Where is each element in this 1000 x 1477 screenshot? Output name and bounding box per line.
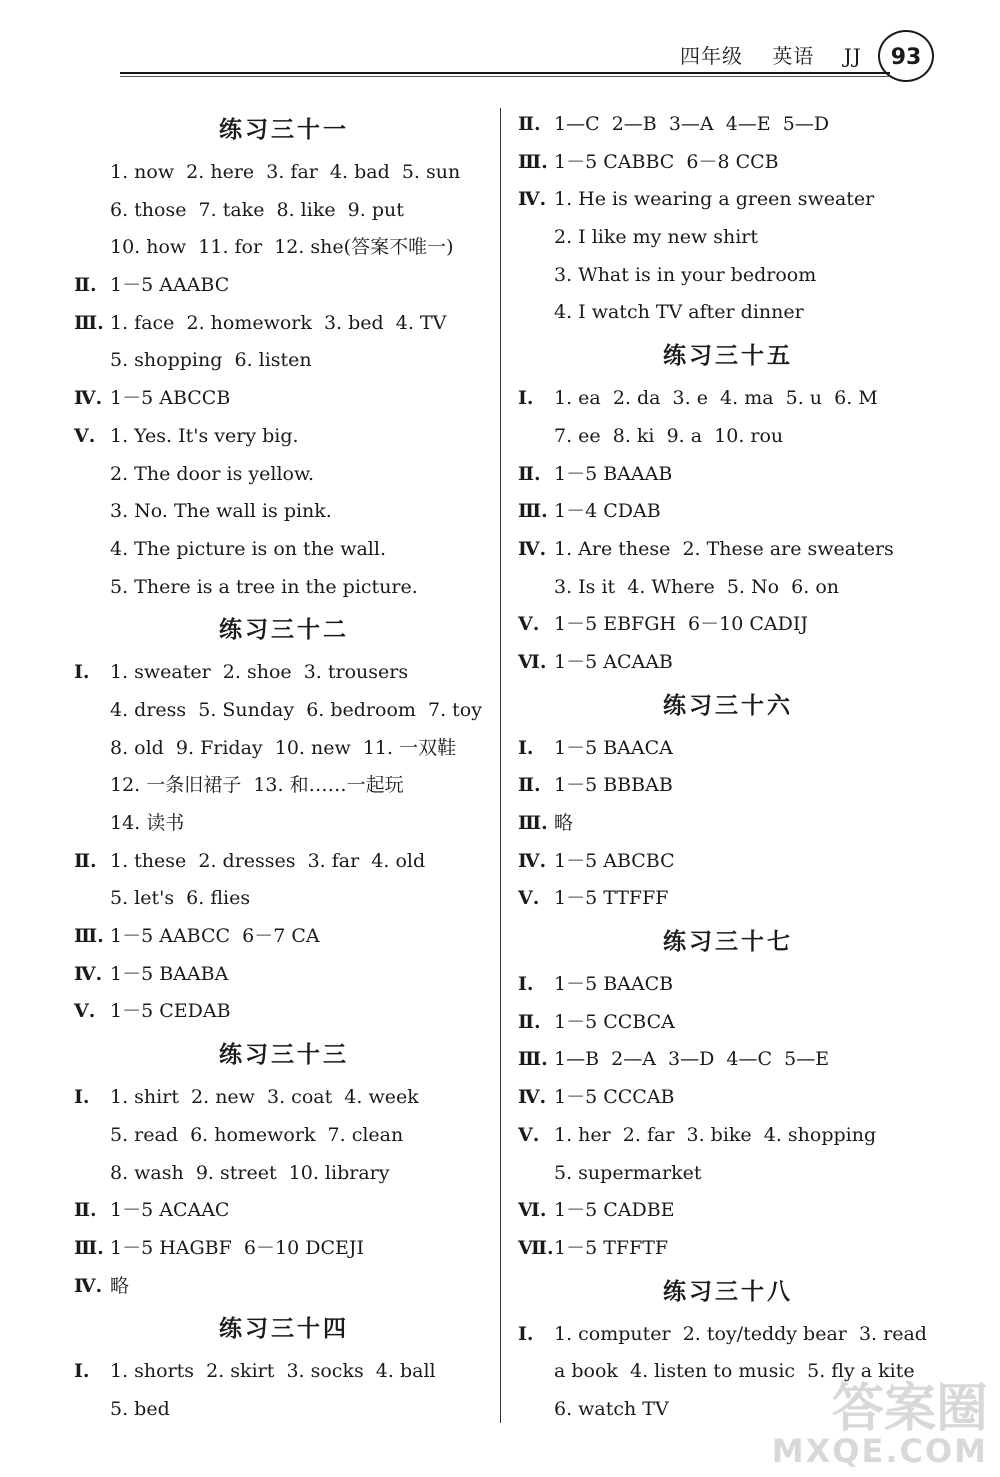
answer-text: 3. No. The wall is pink. [110, 500, 332, 523]
answer-text: 1－5 CEDAB [110, 1000, 231, 1023]
answer-text: 10. how 11. for 12. she(答案不唯一) [110, 236, 454, 259]
answer-line [74, 1230, 494, 1268]
answer-text: 1. shirt 2. new 3. coat 4. week [110, 1086, 419, 1109]
answer-text: 1－5 ABCBC [554, 849, 675, 872]
section-heading: 练习三十七 [663, 929, 793, 956]
right-column [518, 106, 938, 1429]
answer-text: 1－5 CCCAB [554, 1086, 675, 1109]
answer-line [518, 144, 938, 182]
answer-line [74, 229, 494, 267]
answer-text: 1－5 AAABC [110, 274, 230, 297]
question-number: Ⅵ. [518, 1199, 547, 1222]
answer-line [74, 380, 494, 418]
answer-text: 2. The door is yellow. [110, 462, 315, 485]
answer-text: 1－5 AABCC 6－7 CA [110, 925, 320, 948]
section-heading: 练习三十四 [219, 1316, 349, 1343]
answer-text: 1. He is wearing a green sweater [554, 188, 875, 211]
watermark-main: 答案圈 [831, 1379, 988, 1439]
question-number: Ⅱ. [518, 462, 541, 485]
answer-text: 1－5 BAAAB [554, 462, 673, 485]
answer-text: 1. Yes. It's very big. [110, 424, 299, 447]
question-number: Ⅱ. [74, 1199, 97, 1222]
answer-text: a book 4. listen to music 5. fly a kite [554, 1360, 915, 1383]
answer-line [518, 767, 938, 805]
answer-line [518, 1004, 938, 1042]
question-number: Ⅲ. [518, 812, 548, 834]
answer-text: 8. wash 9. street 10. library [110, 1161, 390, 1184]
answer-line [74, 843, 494, 881]
answer-line [518, 106, 938, 144]
question-number: Ⅲ. [74, 311, 104, 334]
answer-line [74, 767, 494, 805]
answer-line [518, 569, 938, 607]
answer-text: 1－5 BAACB [554, 973, 674, 996]
answer-line [518, 380, 938, 418]
answer-line [74, 918, 494, 956]
left-column [74, 106, 494, 1429]
answer-text: 1. shorts 2. skirt 3. socks 4. ball [110, 1360, 436, 1383]
answer-line [74, 1192, 494, 1230]
column-divider [500, 108, 501, 1423]
question-number: Ⅲ. [518, 1048, 548, 1071]
answer-line [74, 192, 494, 230]
page-number: 93 [878, 30, 934, 82]
question-number: Ⅲ. [518, 150, 548, 173]
answer-text: 1－5 CCBCA [554, 1010, 675, 1033]
answer-line [74, 305, 494, 343]
question-number: Ⅰ. [518, 387, 534, 410]
answer-text: 4. dress 5. Sunday 6. bedroom 7. toy [110, 698, 482, 721]
answer-text: 8. old 9. Friday 10. new 11. 一双鞋 [110, 736, 457, 759]
answer-text: 1. ea 2. da 3. e 4. ma 5. u 6. M [554, 387, 878, 410]
answer-line [518, 966, 938, 1004]
question-number: Ⅰ. [74, 1360, 90, 1383]
question-number: Ⅳ. [74, 962, 103, 985]
answer-text: 略 [554, 812, 574, 834]
question-number: Ⅳ. [74, 387, 103, 410]
answer-line [74, 154, 494, 192]
answer-line [74, 1117, 494, 1155]
answer-text: 1－5 TTFFF [554, 887, 669, 910]
section-heading: 练习三十二 [219, 617, 349, 644]
answer-line [74, 267, 494, 305]
answer-text: 1－5 EBFGH 6－10 CADIJ [554, 613, 808, 636]
question-number: Ⅴ. [518, 887, 540, 910]
answer-text: 6. watch TV [554, 1397, 669, 1420]
answer-line [74, 1391, 494, 1429]
question-number: Ⅰ. [74, 1086, 90, 1109]
answer-line [74, 493, 494, 531]
section-heading: 练习三十五 [663, 343, 793, 370]
answer-text: 1. face 2. homework 3. bed 4. TV [110, 311, 447, 334]
question-number: Ⅵ. [518, 650, 547, 673]
section-heading: 练习三十三 [219, 1042, 349, 1069]
answer-text: 5. read 6. homework 7. clean [110, 1123, 404, 1146]
answer-text: 3. Is it 4. Where 5. No 6. on [554, 575, 839, 598]
answer-line [74, 1268, 494, 1306]
answer-line [518, 1117, 938, 1155]
answer-text: 1—B 2—A 3—D 4—C 5—E [554, 1048, 830, 1071]
answer-text: 1－5 TFFTF [554, 1236, 669, 1259]
answer-line [518, 1041, 938, 1079]
question-number: Ⅴ. [74, 1000, 96, 1023]
answer-line [518, 219, 938, 257]
answer-line [74, 880, 494, 918]
question-number: Ⅳ. [518, 849, 547, 872]
answer-text: 2. I like my new shirt [554, 226, 759, 249]
answer-line [518, 805, 938, 843]
answer-line [74, 1155, 494, 1193]
question-number: Ⅲ. [518, 500, 548, 523]
question-number: Ⅰ. [518, 1322, 534, 1345]
question-number: Ⅳ. [518, 537, 547, 560]
answer-line [74, 531, 494, 569]
answer-text: 1－5 ACAAC [110, 1199, 230, 1222]
header-rule [120, 72, 890, 77]
answer-text: 7. ee 8. ki 9. a 10. rou [554, 424, 784, 447]
answer-line [74, 805, 494, 843]
watermark-logo [771, 1379, 988, 1470]
answer-line [518, 606, 938, 644]
answer-text: 略 [110, 1274, 130, 1297]
answer-text: 5. let's 6. flies [110, 887, 251, 910]
answer-text: 4. I watch TV after dinner [554, 301, 804, 324]
answer-line [518, 1192, 938, 1230]
question-number: Ⅱ. [74, 274, 97, 297]
answer-line [74, 730, 494, 768]
answer-line [518, 418, 938, 456]
question-number: Ⅰ. [518, 973, 534, 996]
answer-line [74, 418, 494, 456]
question-number: Ⅲ. [74, 925, 104, 948]
answer-line [518, 181, 938, 219]
answer-text: 1—C 2—B 3—A 4—E 5—D [554, 113, 830, 135]
answer-line [74, 654, 494, 692]
answer-text: 1. now 2. here 3. far 4. bad 5. sun [110, 161, 461, 183]
answer-text: 1－5 ACAAB [554, 650, 673, 673]
answer-text: 5. bed [110, 1397, 170, 1420]
answer-line [518, 1316, 938, 1354]
answer-line [74, 956, 494, 994]
answer-text: 1－5 BAACA [554, 736, 673, 759]
answer-text: 5. There is a tree in the picture. [110, 575, 418, 598]
question-number: Ⅴ. [518, 1123, 540, 1146]
question-number: Ⅳ. [518, 188, 547, 211]
answer-line [74, 342, 494, 380]
page-header [680, 40, 884, 69]
question-number: Ⅱ. [518, 113, 541, 135]
question-number: Ⅳ. [74, 1274, 103, 1297]
question-number: Ⅱ. [74, 849, 97, 872]
answer-text: 1－5 CADBE [554, 1199, 675, 1222]
answer-text: 1. sweater 2. shoe 3. trousers [110, 661, 409, 684]
answer-line [518, 493, 938, 531]
answer-text: 3. What is in your bedroom [554, 263, 817, 286]
answer-text: 1－5 ABCCB [110, 387, 231, 410]
answer-text: 1. her 2. far 3. bike 4. shopping [554, 1123, 877, 1146]
answer-text: 14. 读书 [110, 812, 185, 834]
answer-text: 1. computer 2. toy/teddy bear 3. read [554, 1322, 927, 1345]
header-subject: 英语 [772, 44, 815, 68]
question-number: Ⅰ. [518, 736, 534, 759]
section-heading: 练习三十八 [663, 1278, 793, 1305]
answer-text: 1. Are these 2. These are sweaters [554, 537, 894, 560]
header-grade: 四年级 [680, 44, 743, 68]
question-number: Ⅶ. [518, 1236, 554, 1259]
answer-text: 1－5 BBBAB [554, 774, 673, 797]
answer-line [74, 569, 494, 607]
question-number: Ⅱ. [518, 1010, 541, 1033]
question-number: Ⅲ. [74, 1236, 104, 1259]
answer-line [74, 1353, 494, 1391]
question-number: Ⅴ. [74, 424, 96, 447]
answer-line [518, 294, 938, 332]
answer-line [518, 456, 938, 494]
section-heading: 练习三十六 [663, 692, 793, 719]
question-number: Ⅱ. [518, 774, 541, 797]
answer-line [74, 456, 494, 494]
question-number: Ⅴ. [518, 613, 540, 636]
answer-line [518, 1155, 938, 1193]
answer-line [518, 843, 938, 881]
answer-text: 5. supermarket [554, 1161, 702, 1184]
answer-line [518, 644, 938, 682]
answer-text: 1－5 BAABA [110, 962, 229, 985]
answer-line [74, 1079, 494, 1117]
answer-text: 1. these 2. dresses 3. far 4. old [110, 849, 426, 872]
answer-line [518, 1079, 938, 1117]
question-number: Ⅳ. [518, 1086, 547, 1109]
answer-line [518, 730, 938, 768]
answer-text: 12. 一条旧裙子 13. 和……一起玩 [110, 774, 404, 797]
answer-text: 6. those 7. take 8. like 9. put [110, 198, 404, 221]
header-edition: JJ [843, 44, 862, 68]
answer-text: 4. The picture is on the wall. [110, 537, 387, 560]
watermark-url: MXQE.COM [771, 1432, 988, 1470]
answer-text: 1－5 CABBC 6－8 CCB [554, 150, 779, 173]
answer-line [518, 531, 938, 569]
answer-line [74, 993, 494, 1031]
section-heading: 练习三十一 [219, 117, 349, 143]
answer-line [518, 880, 938, 918]
answer-text: 1－4 CDAB [554, 500, 661, 523]
answer-text: 5. shopping 6. listen [110, 349, 312, 372]
answer-line [518, 257, 938, 295]
answer-line [518, 1230, 938, 1268]
answer-line [74, 692, 494, 730]
answer-text: 1－5 HAGBF 6－10 DCEJI [110, 1236, 364, 1259]
question-number: Ⅰ. [74, 661, 90, 684]
